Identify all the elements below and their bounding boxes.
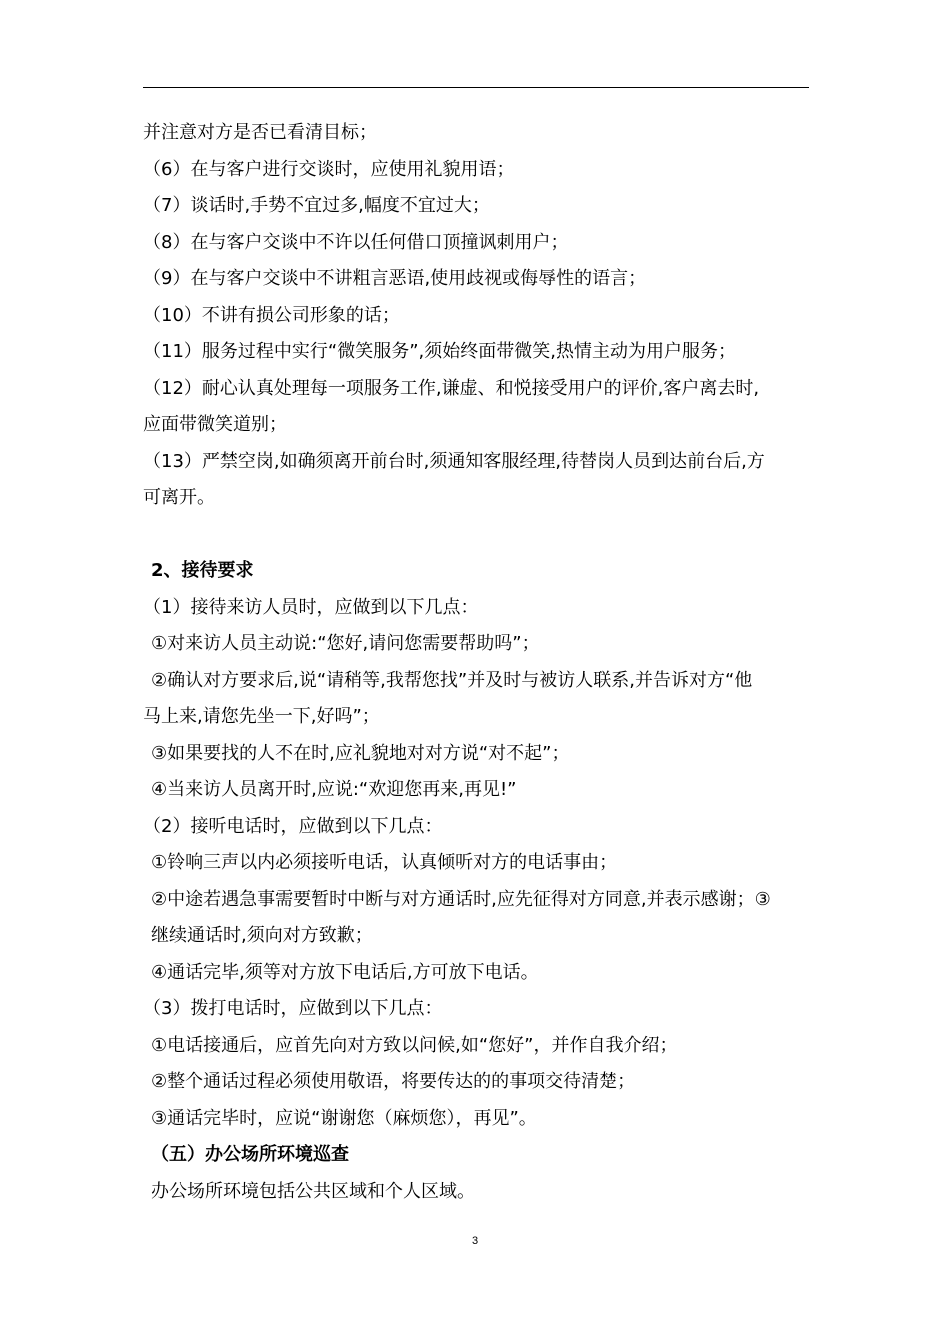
text-line: （2）接听电话时，应做到以下几点： — [143, 815, 443, 837]
page-number: 3 — [471, 1235, 479, 1247]
text-line: ④通话完毕,须等对方放下电话后,方可放下电话。 — [151, 961, 539, 983]
text-line: ①铃响三声以内必须接听电话，认真倾听对方的电话事由； — [151, 852, 618, 873]
text-line: ②整个通话过程必须使用敬语，将要传达的的事项交待清楚； — [151, 1071, 636, 1092]
text-line: （1）接待来访人员时，应做到以下几点： — [143, 596, 479, 618]
text-line: （13）严禁空岗,如确须离开前台时,须通知客服经理,待替岗人员到达前台后,方 — [143, 450, 765, 472]
text-line: ①对来访人员主动说:“您好,请问您需要帮助吗”； — [151, 633, 540, 654]
document-body — [143, 115, 813, 1210]
text-line: 办公场所环境包括公共区域和个人区域。 — [151, 1180, 475, 1202]
text-line: （10）不讲有损公司形象的话； — [143, 304, 400, 326]
text-line: （3）拨打电话时，应做到以下几点： — [143, 998, 443, 1019]
text-line: （11）服务过程中实行“微笑服务”,须始终面带微笑,热情主动为用户服务； — [143, 341, 736, 362]
text-line: ③通话完毕时，应说“谢谢您（麻烦您），再见”。 — [151, 1107, 537, 1129]
text-line: （8）在与客户交谈中不许以任何借口顶撞讽刺用户； — [143, 231, 569, 253]
text-line: 可离开。 — [143, 487, 215, 508]
text-line: 马上来,请您先坐一下,好吗”； — [143, 706, 380, 727]
text-line: 并注意对方是否已看清目标； — [143, 122, 377, 143]
text-line: ②中途若遇急事需要暂时中断与对方通话时,应先征得对方同意,并表示感谢；③ — [151, 888, 771, 910]
text-line: 应面带微笑道别； — [143, 414, 287, 435]
section-heading: （五）办公场所环境巡查 — [151, 1144, 349, 1165]
header-rule — [143, 87, 809, 88]
section-heading: 2、接待要求 — [151, 560, 254, 581]
text-line: ③如果要找的人不在时,应礼貌地对对方说“对不起”； — [151, 742, 570, 764]
paragraph-gap — [143, 517, 813, 554]
text-line: （9）在与客户交谈中不讲粗言恶语,使用歧视或侮辱性的语言； — [143, 268, 647, 289]
text-line: ②确认对方要求后,说“请稍等,我帮您找”并及时与被访人联系,并告诉对方“他 — [151, 669, 753, 691]
text-line: 继续通话时,须向对方致歉； — [151, 925, 373, 946]
text-line: （12）耐心认真处理每一项服务工作,谦虚、和悦接受用户的评价,客户离去时, — [143, 377, 760, 399]
text-line: （6）在与客户进行交谈时，应使用礼貌用语； — [143, 158, 515, 180]
text-line: ④当来访人员离开时,应说:“欢迎您再来,再见!” — [151, 779, 517, 800]
text-line: ①电话接通后，应首先向对方致以问候,如“您好”，并作自我介绍； — [151, 1034, 678, 1056]
text-line: （7）谈话时,手势不宜过多,幅度不宜过大； — [143, 195, 490, 216]
